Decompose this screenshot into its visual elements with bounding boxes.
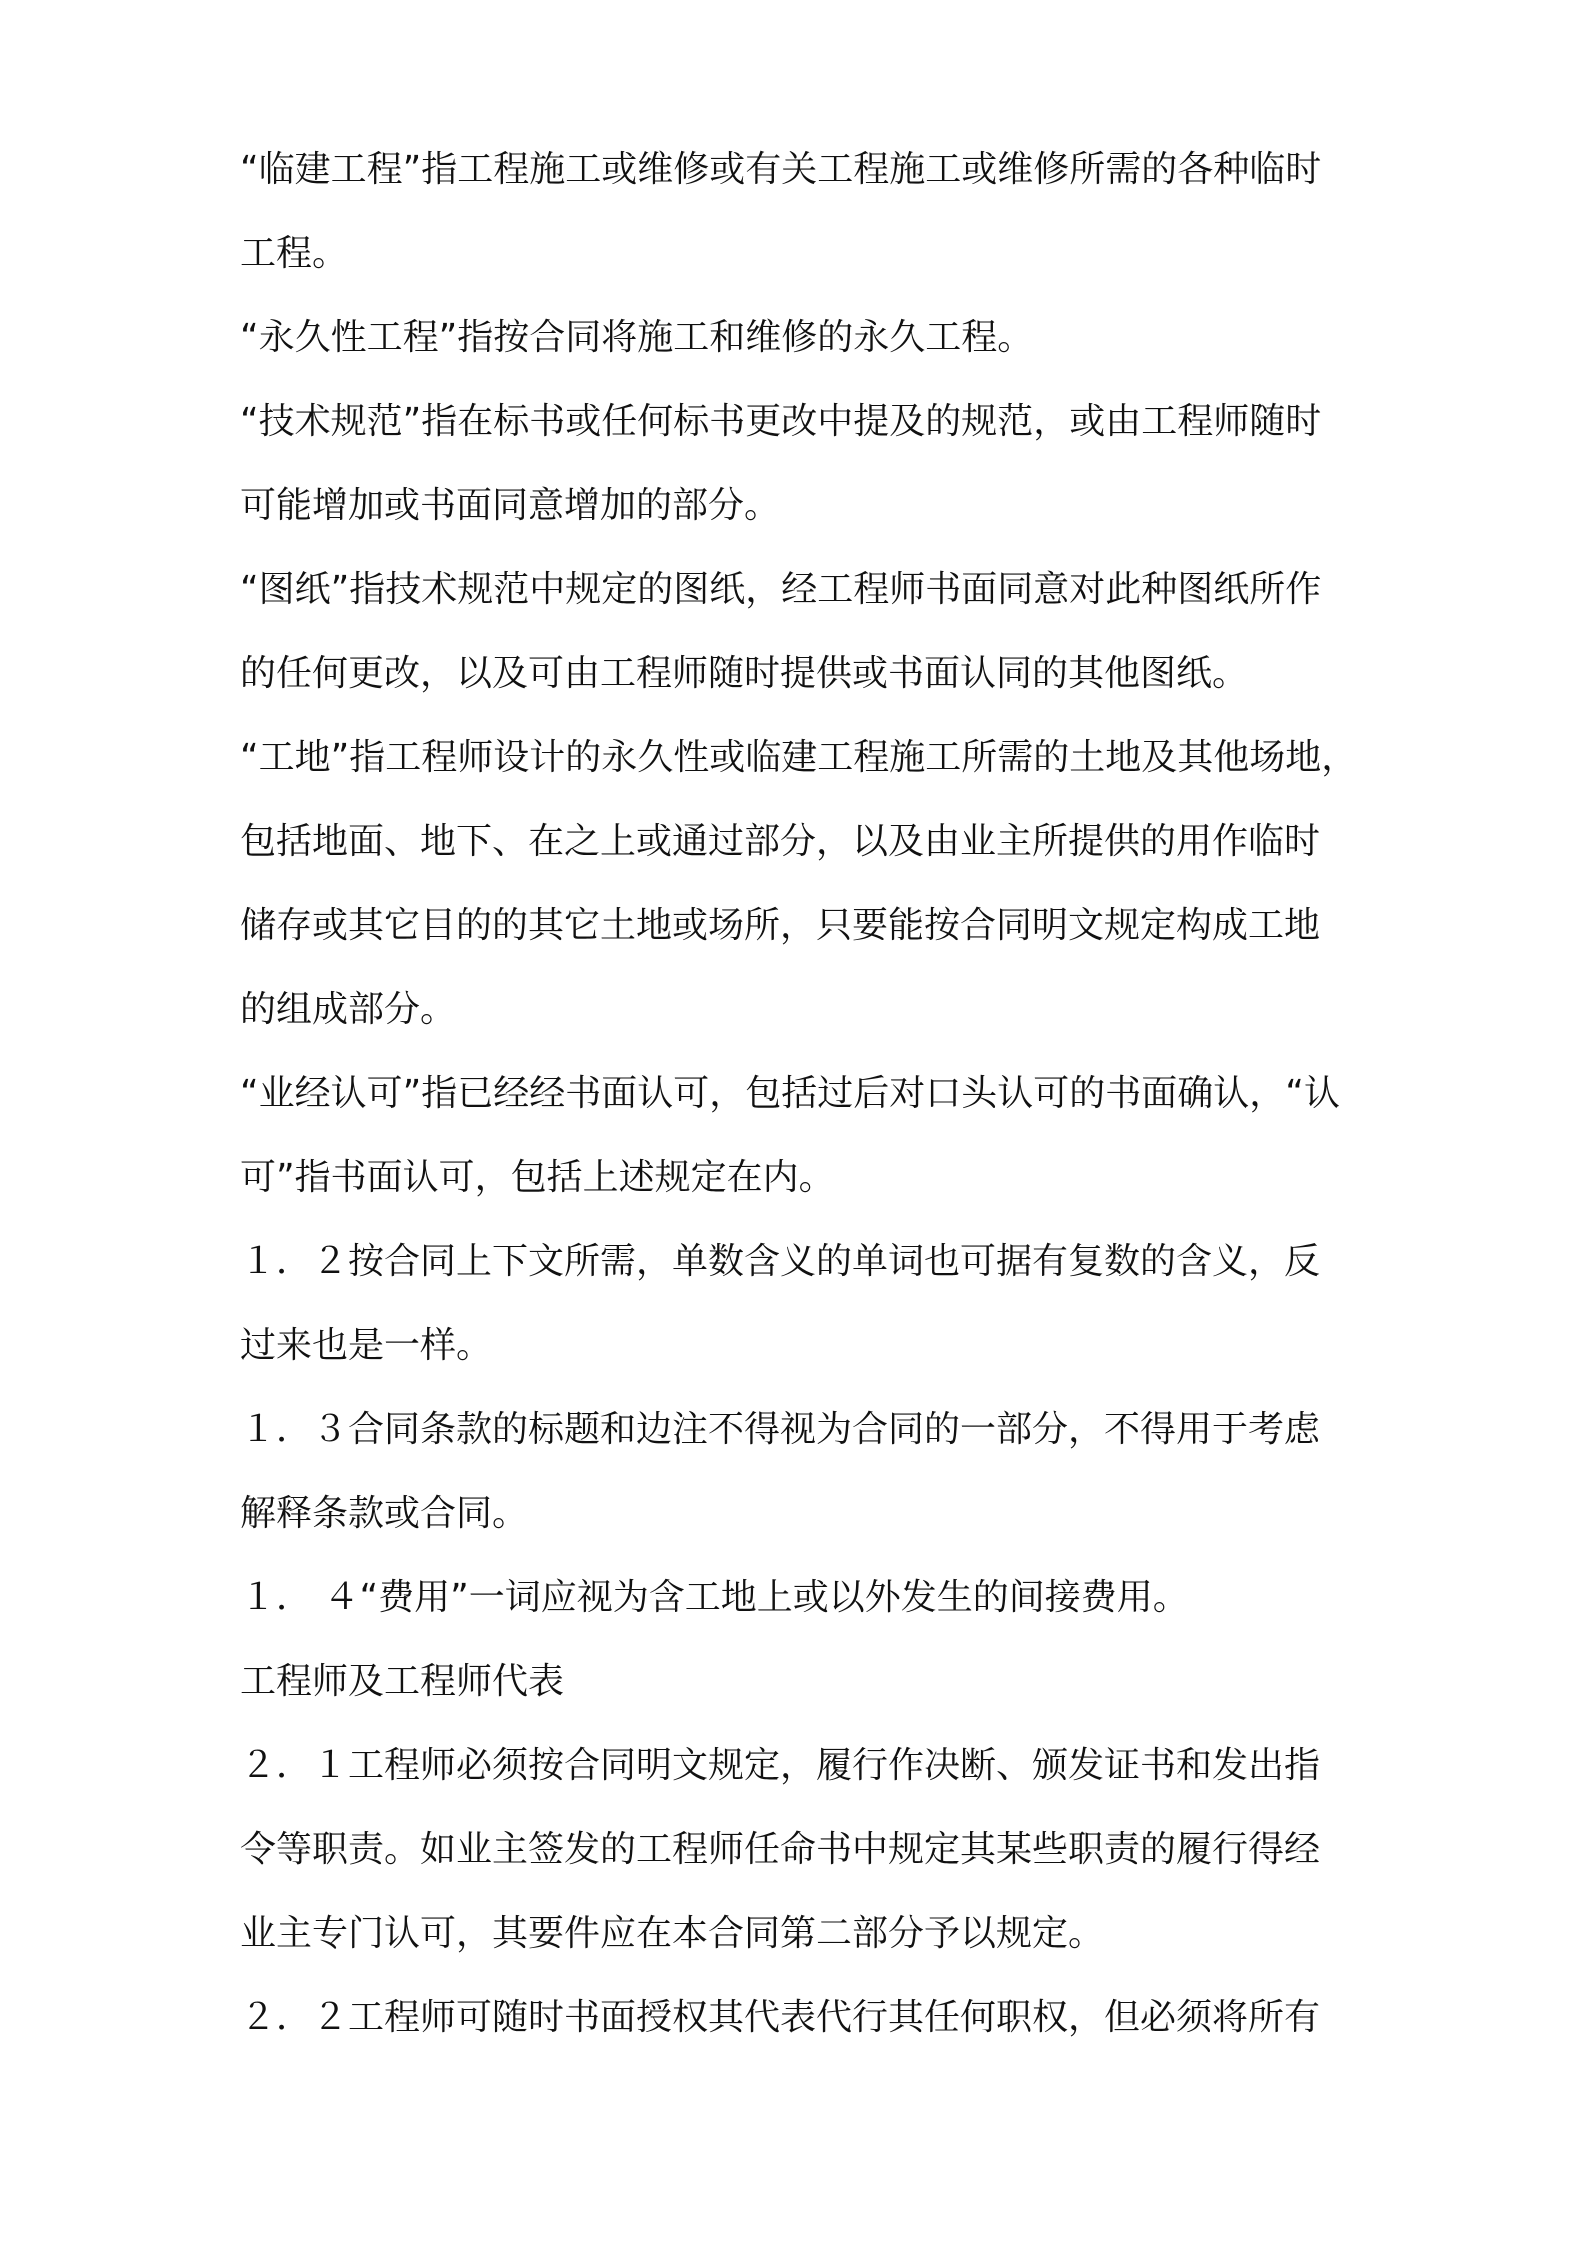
text-line: 可能增加或书面同意增加的部分。	[240, 485, 781, 526]
text-line: 可”指书面认可，包括上述规定在内。	[240, 1157, 835, 1198]
text-line: ２．１工程师必须按合同明文规定，履行作决断、颁发证书和发出指	[240, 1745, 1321, 1786]
text-line: １． ４“费用”一词应视为含工地上或以外发生的间接费用。	[240, 1577, 1189, 1618]
text-line: “永久性工程”指按合同将施工和维修的永久工程。	[240, 317, 1034, 358]
text-line: “业经认可”指已经经书面认可，包括过后对口头认可的书面确认，“认	[240, 1073, 1340, 1114]
document-page	[240, 128, 1360, 2060]
text-line: 储存或其它目的的其它土地或场所，只要能按合同明文规定构成工地	[240, 905, 1321, 946]
text-line: 的任何更改，以及可由工程师随时提供或书面认同的其他图纸。	[240, 653, 1249, 694]
text-line: 解释条款或合同。	[240, 1493, 529, 1534]
text-line: “图纸”指技术规范中规定的图纸，经工程师书面同意对此种图纸所作	[240, 569, 1322, 610]
text-line: 过来也是一样。	[240, 1325, 493, 1366]
text-line: 令等职责。如业主签发的工程师任命书中规定其某些职责的履行得经	[240, 1829, 1321, 1870]
section-heading: 工程师及工程师代表	[240, 1661, 565, 1702]
text-line: １．３合同条款的标题和边注不得视为合同的一部分，不得用于考虑	[240, 1409, 1321, 1450]
text-line: 业主专门认可，其要件应在本合同第二部分予以规定。	[240, 1913, 1105, 1954]
text-line: “工地”指工程师设计的永久性或临建工程施工所需的土地及其他场地，	[240, 737, 1358, 778]
text-line: 的组成部分。	[240, 989, 457, 1030]
text-line: “技术规范”指在标书或任何标书更改中提及的规范，或由工程师随时	[240, 401, 1322, 442]
text-line: 包括地面、地下、在之上或通过部分，以及由业主所提供的用作临时	[240, 821, 1321, 862]
text-line: 工程。	[240, 233, 349, 274]
text-line: １．２按合同上下文所需，单数含义的单词也可据有复数的含义，反	[240, 1241, 1321, 1282]
text-line: ２．２工程师可随时书面授权其代表代行其任何职权，但必须将所有	[240, 1997, 1321, 2038]
text-line: “临建工程”指工程施工或维修或有关工程施工或维修所需的各种临时	[240, 149, 1322, 190]
